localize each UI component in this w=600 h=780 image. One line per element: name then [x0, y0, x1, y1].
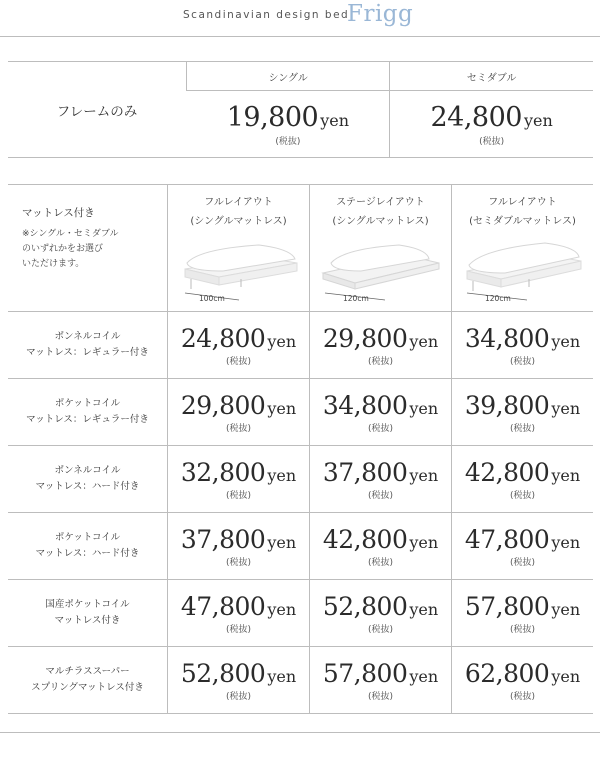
layout-name: フルレイアウト — [488, 197, 557, 208]
size-header-single: シングル — [187, 62, 390, 91]
price-cell — [310, 580, 452, 647]
mattress-row — [8, 647, 593, 714]
frame-price-semidouble — [390, 91, 593, 158]
price-value: 62,800 — [464, 658, 550, 688]
price-value: 29,800 — [322, 323, 408, 353]
tax-note: (税抜) — [225, 423, 252, 434]
price-unit: yen — [409, 532, 439, 552]
brand-header — [0, 0, 600, 34]
layout-mattress: (シングルマットレス) — [190, 216, 287, 227]
mattress-type-label — [8, 580, 168, 647]
mattress-type-line: マルチラススーパー — [45, 666, 130, 677]
tax-note: (税抜) — [368, 356, 394, 367]
mattress-row — [8, 312, 593, 379]
price-unit: yen — [551, 666, 581, 686]
price-value: 19,800 — [226, 101, 319, 133]
tax-note: (税抜) — [479, 136, 505, 147]
price-cell — [452, 647, 593, 714]
price-unit: yen — [409, 666, 439, 686]
note-line: のいずれかをお選び — [22, 244, 104, 254]
tax-note: (税抜) — [510, 691, 536, 702]
price-cell — [310, 513, 452, 580]
tax-note: (税抜) — [510, 624, 536, 635]
mattress-type-line: ボンネルコイル — [54, 331, 121, 342]
price-unit: yen — [523, 110, 553, 130]
price-unit: yen — [267, 599, 297, 619]
top-divider — [0, 36, 600, 37]
price-unit: yen — [267, 398, 297, 418]
bottom-divider — [0, 732, 600, 733]
price-value: 47,800 — [180, 591, 266, 621]
mattress-type-line: スプリングマットレス付き — [31, 682, 144, 693]
bed-dimension: 120cm — [484, 294, 511, 303]
price-value: 39,800 — [464, 390, 550, 420]
layout-name: ステージレイアウト — [336, 197, 425, 208]
bed-stage-layout-image — [321, 237, 441, 305]
tax-note: (税抜) — [225, 557, 252, 568]
bed-dimension: 100cm — [198, 294, 225, 303]
price-value: 29,800 — [180, 390, 266, 420]
tax-note: (税抜) — [368, 490, 394, 501]
brand-tagline: Scandinavian design bed — [183, 9, 350, 21]
price-cell — [310, 446, 452, 513]
price-cell — [168, 446, 310, 513]
note-line: ※シングル・セミダブル — [22, 229, 119, 239]
price-unit: yen — [267, 331, 297, 351]
layout-header-stage-single — [310, 185, 452, 312]
price-cell — [168, 513, 310, 580]
price-unit: yen — [551, 398, 581, 418]
bed-dimension: 120cm — [342, 294, 369, 303]
tax-note: (税抜) — [368, 557, 394, 568]
mattress-type-line: マットレス：ハード付き — [35, 548, 140, 559]
mattress-type-line: ボンネルコイル — [54, 465, 121, 476]
price-unit: yen — [320, 110, 350, 130]
price-value: 32,800 — [180, 457, 266, 487]
mattress-row — [8, 446, 593, 513]
price-value: 24,800 — [430, 101, 522, 133]
mattress-type-label — [8, 312, 168, 379]
tax-note: (税抜) — [368, 423, 394, 434]
tax-note: (税抜) — [510, 490, 536, 501]
price-value: 52,800 — [322, 591, 408, 621]
mattress-type-line: マットレス：ハード付き — [35, 481, 140, 492]
price-value: 42,800 — [322, 524, 408, 554]
price-cell — [168, 312, 310, 379]
price-cell — [452, 513, 593, 580]
tax-note: (税抜) — [275, 136, 301, 147]
price-unit: yen — [551, 532, 581, 552]
layout-name: フルレイアウト — [204, 197, 273, 208]
with-mattress-table — [8, 184, 593, 714]
price-cell — [168, 379, 310, 446]
price-value: 42,800 — [464, 457, 550, 487]
price-unit: yen — [409, 465, 439, 485]
price-unit: yen — [551, 331, 581, 351]
price-value: 34,800 — [322, 390, 408, 420]
tax-note: (税抜) — [368, 624, 394, 635]
mattress-type-line: 国産ポケットコイル — [45, 599, 130, 610]
with-mattress-note — [22, 227, 167, 272]
mattress-row — [8, 513, 593, 580]
price-value: 37,800 — [180, 524, 266, 554]
price-cell — [452, 446, 593, 513]
tax-note: (税抜) — [368, 691, 394, 702]
bed-full-layout-image — [179, 237, 299, 305]
size-header-semidouble: セミダブル — [390, 62, 593, 91]
price-cell — [168, 647, 310, 714]
price-cell — [168, 580, 310, 647]
price-cell — [452, 580, 593, 647]
price-value: 34,800 — [464, 323, 550, 353]
price-unit: yen — [267, 465, 297, 485]
price-cell — [452, 312, 593, 379]
mattress-type-line: マットレス：レギュラー付き — [26, 414, 149, 425]
price-unit: yen — [551, 465, 581, 485]
mattress-type-line: ポケットコイル — [54, 532, 121, 543]
price-value: 57,800 — [464, 591, 550, 621]
mattress-type-line: ポケットコイル — [54, 398, 121, 409]
tax-note: (税抜) — [510, 557, 536, 568]
price-unit: yen — [267, 532, 297, 552]
layout-mattress: (セミダブルマットレス) — [469, 216, 576, 227]
price-unit: yen — [409, 599, 439, 619]
mattress-type-line: マットレス付き — [54, 615, 121, 626]
frame-only-label: フレームのみ — [8, 62, 187, 158]
price-value: 47,800 — [464, 524, 550, 554]
mattress-type-label — [8, 446, 168, 513]
price-unit: yen — [409, 331, 439, 351]
price-value: 37,800 — [322, 457, 408, 487]
price-unit: yen — [267, 666, 297, 686]
layout-header-full-single — [168, 185, 310, 312]
price-cell — [310, 312, 452, 379]
price-unit: yen — [551, 599, 581, 619]
with-mattress-corner — [8, 185, 168, 312]
price-unit: yen — [409, 398, 439, 418]
frame-only-table — [8, 61, 593, 158]
tax-note: (税抜) — [225, 490, 252, 501]
tax-note: (税抜) — [225, 691, 252, 702]
bed-full-semidouble-image — [463, 237, 583, 305]
mattress-type-line: マットレス：レギュラー付き — [26, 347, 149, 358]
brand-logo: Frigg — [347, 1, 414, 27]
frame-price-single — [187, 91, 390, 158]
tax-note: (税抜) — [510, 423, 536, 434]
note-line: いただけます。 — [22, 259, 85, 269]
price-value: 57,800 — [322, 658, 408, 688]
price-cell — [452, 379, 593, 446]
mattress-type-label — [8, 647, 168, 714]
tax-note: (税抜) — [225, 356, 252, 367]
with-mattress-label: マットレス付き — [22, 207, 95, 219]
mattress-row — [8, 580, 593, 647]
tax-note: (税抜) — [225, 624, 252, 635]
mattress-type-label — [8, 513, 168, 580]
price-value: 24,800 — [180, 323, 266, 353]
layout-header-full-semidouble — [452, 185, 593, 312]
mattress-type-label — [8, 379, 168, 446]
price-cell — [310, 379, 452, 446]
mattress-row — [8, 379, 593, 446]
price-value: 52,800 — [180, 658, 266, 688]
tax-note: (税抜) — [510, 356, 536, 367]
layout-mattress: (シングルマットレス) — [332, 216, 429, 227]
price-cell — [310, 647, 452, 714]
